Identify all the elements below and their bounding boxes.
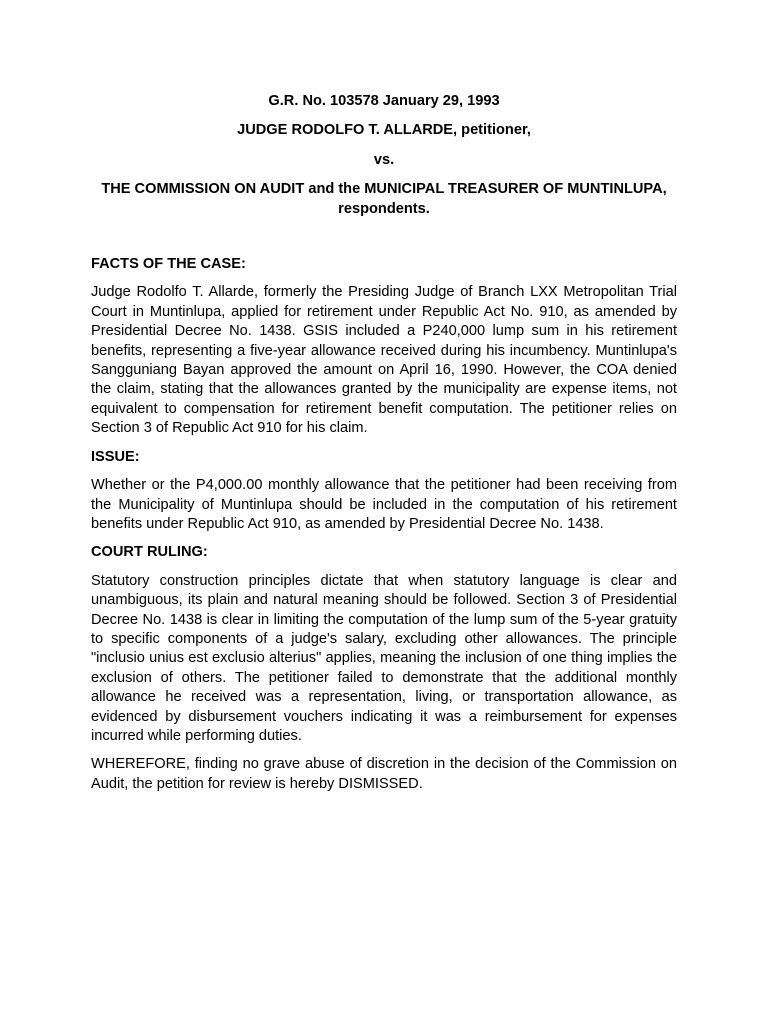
wherefore-paragraph: WHEREFORE, finding no grave abuse of discretion in the decision of the Commission on Audit, the petition for review is hereby DISMISSED. bbox=[91, 756, 677, 792]
issue-paragraph: Whether or the P4,000.00 monthly allowance that the petitioner had been receiving from the Municipality of Muntinlupa should be included in the computation of his retirement benefits under Republic Act 910, as amended by Presidential Decree No. 1438. bbox=[91, 477, 677, 532]
ruling-heading: COURT RULING: bbox=[91, 544, 208, 561]
case-number: G.R. No. 103578 January 29, 1993 bbox=[268, 93, 500, 109]
versus-line: vs. bbox=[373, 151, 395, 168]
petitioner-line: JUDGE RODOLFO T. ALLARDE, petitioner, bbox=[237, 122, 531, 139]
ruling-paragraph: Statutory construction principles dictate that when statutory language is clear and unambiguous, its plain and natural meaning should be followed. Section 3 of Presidential Decree No. 1438 is clear in limiting the computation of the lump sum of the 5-year gratuity to specific components of a judge's salary, excluding other allowances. The principle "inclusio unius est exclusio alterius" applies, meaning the inclusion of one thing implies the exclusion of others. The petitioner failed to demonstrate that the additional monthly allowance he received was a representation, living, or transportation allowance, as evidenced by disbursement vouchers indicating it was a reimbursement for expenses incurred while performing duties. bbox=[91, 572, 677, 744]
facts-paragraph: Judge Rodolfo T. Allarde, formerly the Presiding Judge of Branch LXX Metropolitan Trial Court in Muntinlupa, applied for retirement under Republic Act No. 910, as amended by Presidential Decree No. 1438. GSIS included a P240,000 lump sum in his retirement benefits, representing a five-year allowance received during his incumbency. Muntinlupa's Sangguniang Bayan approved the amount on April 16, 1990. However, the COA denied the claim, stating that the allowances granted by the municipality are expense items, not equivalent to compensation for retirement benefit computation. The petitioner relies on Section 3 of Republic Act 910 for his claim. bbox=[91, 284, 677, 437]
document-page bbox=[91, 92, 677, 803]
issue-heading: ISSUE: bbox=[91, 448, 140, 465]
respondents-line: THE COMMISSION ON AUDIT and the MUNICIPAL TREASURER OF MUNTINLUPA, respondents. bbox=[101, 181, 667, 217]
facts-heading: FACTS OF THE CASE: bbox=[91, 256, 246, 273]
